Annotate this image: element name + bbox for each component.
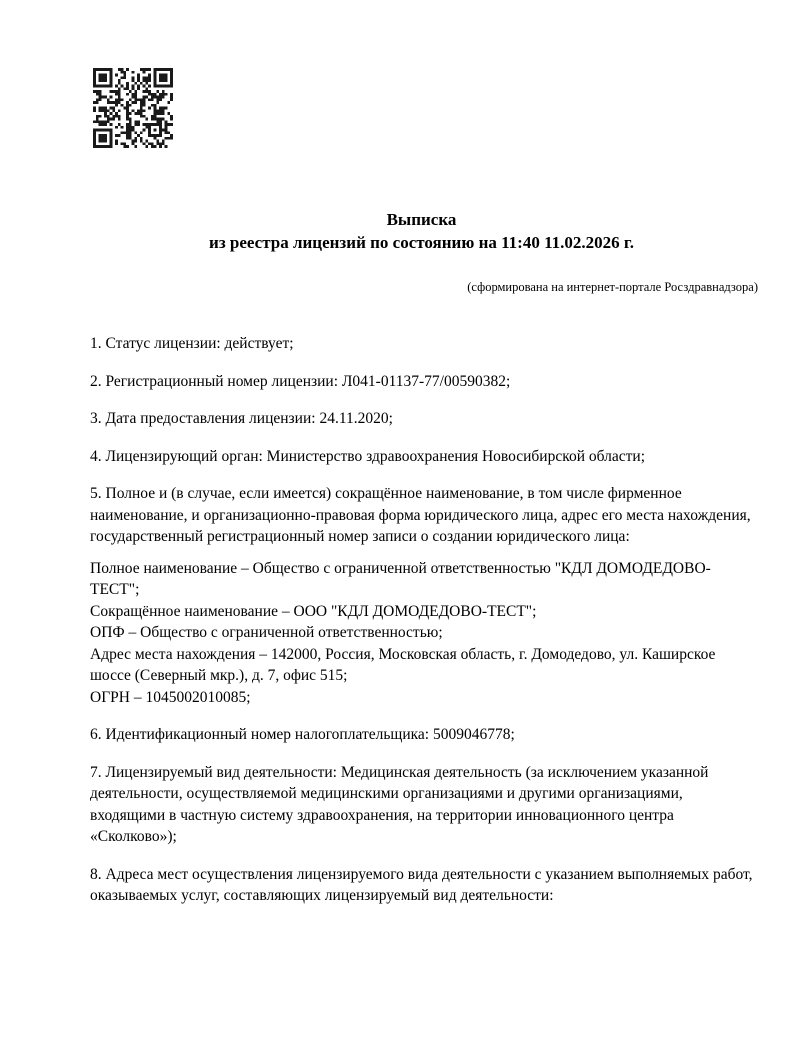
org-short-name-line: Сокращённое наименование – ООО "КДЛ ДОМОДЕДОВО-ТЕСТ"; [90, 602, 537, 620]
license-status-line: 1. Статус лицензии: действует; [90, 335, 294, 352]
org-ogrn-line: ОГРН – 1045002010085; [90, 688, 251, 706]
qr-code-svg [93, 68, 173, 148]
document-body [90, 333, 753, 923]
document-title-line1: Выписка [386, 210, 457, 229]
activity-type-line: 7. Лицензируемый вид деятельности: Медицинская деятельность (за исключением указанной деятельности, осуществляемой медицинскими организациями и другими организациями, входящими в частную систему здравоохранения, на территории инновационного центра «Сколково»); [90, 763, 709, 845]
org-details-block [90, 558, 753, 709]
document-title-line2: из реестра лицензий по состоянию на 11:40 11.02.2026 г. [209, 233, 634, 252]
document-title [90, 208, 753, 254]
org-legal-form-line: ОПФ – Общество с ограниченной ответственностью; [90, 624, 443, 641]
org-info-heading: 5. Полное и (в случае, если имеется) сокращённое наименование, в том числе фирменное наименование, и организационно-правовая форма юридического лица, адрес его места нахождения, государственный регистрационный номер записи о создании юридического лица: [90, 485, 751, 545]
taxpayer-inn-line: 6. Идентификационный номер налогоплательщика: 5009046778; [90, 726, 515, 743]
license-grant-date-line: 3. Дата предоставления лицензии: 24.11.2020; [90, 410, 393, 427]
qr-code [93, 68, 173, 148]
licensing-authority-line: 4. Лицензирующий орган: Министерство здравоохранения Новосибирской области; [90, 447, 646, 465]
license-number-line: 2. Регистрационный номер лицензии: Л041-01137-77/00590382; [90, 372, 511, 390]
formation-note: (сформирована на интернет-портале Росздравнадзора) [467, 280, 758, 294]
activity-addresses-heading: 8. Адреса мест осуществления лицензируемого вида деятельности с указанием выполняемых работ, оказываемых услуг, составляющих лицензируемый вид деятельности: [90, 865, 753, 904]
org-address-line: Адрес места нахождения – 142000, Россия, Московская область, г. Домодедово, ул. Каширское шоссе (Северный мкр.), д. 7, офис 515; [90, 645, 716, 684]
org-full-name-line: Полное наименование – Общество с ограниченной ответственностью "КДЛ ДОМОДЕДОВО-ТЕСТ"; [90, 559, 711, 598]
